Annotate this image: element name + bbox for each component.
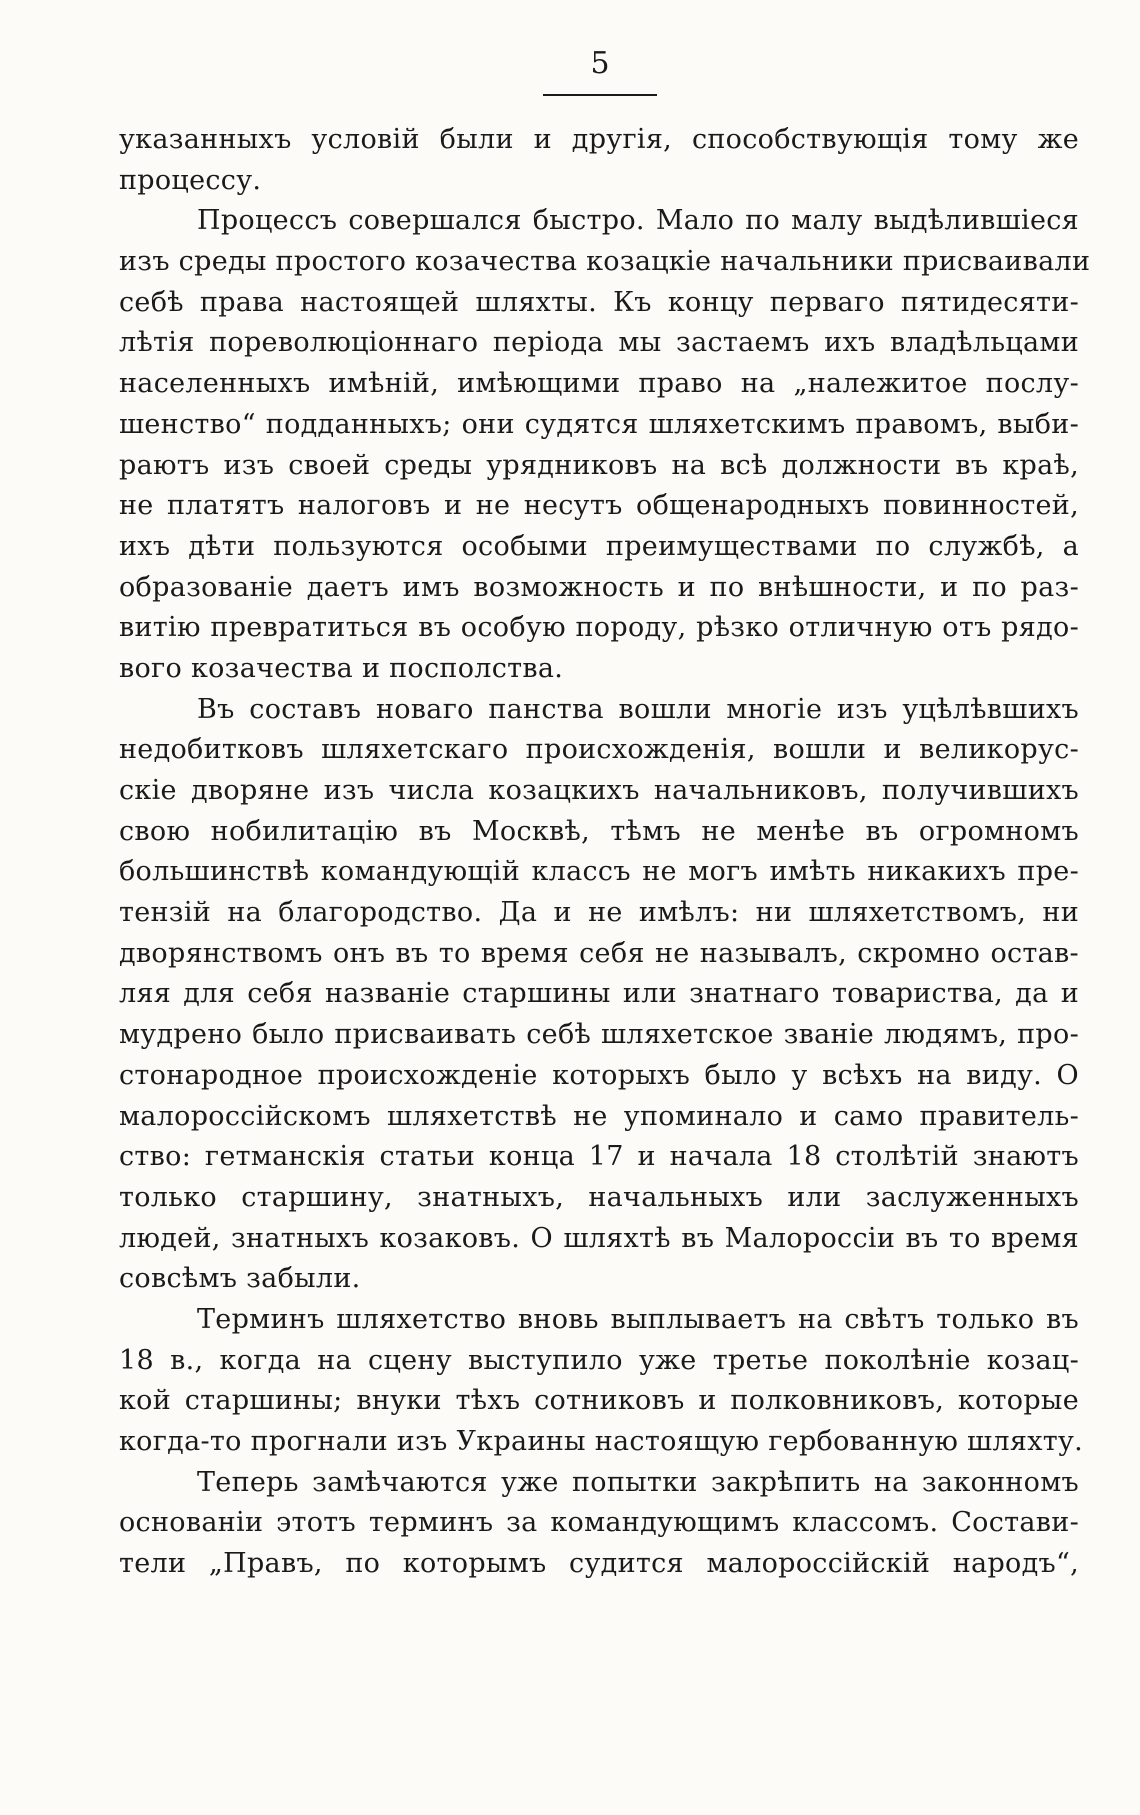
text-line: стонародное происхожденіе которыхъ было у всѣхъ на виду. О bbox=[119, 1059, 1079, 1091]
text-line: людей, знатныхъ козаковъ. О шляхтѣ въ Малороссіи въ то время bbox=[119, 1222, 1079, 1254]
text-line: кой старшины; внуки тѣхъ сотниковъ и полковниковъ, которые bbox=[119, 1385, 1079, 1417]
text-line: мудрено было присваивать себѣ шляхетское званіе людямъ, про- bbox=[119, 1019, 1079, 1051]
text-line: указанныхъ условій были и другія, способствующія тому же bbox=[119, 124, 1079, 155]
text-line: большинствѣ командующій классъ не могъ имѣть никакихъ пре- bbox=[119, 856, 1079, 888]
text-line: 18 в., когда на сцену выступило уже третье поколѣніе козац- bbox=[119, 1344, 1079, 1376]
text-line: процессу. bbox=[119, 164, 262, 196]
text-line: лѣтія пореволюціоннаго періода мы застаемъ ихъ владѣльцами bbox=[119, 327, 1079, 359]
text-line: шенство“ подданныхъ; они судятся шляхетскимъ правомъ, выби- bbox=[119, 408, 1079, 440]
paragraph-first-line: Процессъ совершался быстро. Мало по малу выдѣлившіеся bbox=[197, 205, 1079, 237]
text-line: раютъ изъ своей среды урядниковъ на всѣ должности въ краѣ, bbox=[119, 449, 1079, 481]
text-line: ство: гетманскія статьи конца 17 и начала 18 столѣтій знаютъ bbox=[119, 1141, 1079, 1173]
text-line: тели „Правъ, по которымъ судится малороссійскій народъ“, bbox=[119, 1548, 1079, 1580]
text-line: малороссійскомъ шляхетствѣ не упоминало и само правитель- bbox=[119, 1100, 1079, 1132]
body-text bbox=[119, 120, 1091, 1585]
page-number: 5 bbox=[590, 46, 610, 81]
paragraph-first-line: Терминъ шляхетство вновь выплываетъ на свѣтъ только въ bbox=[197, 1303, 1079, 1335]
page-number-rule bbox=[543, 94, 657, 96]
text-line: только старшину, знатныхъ, начальныхъ или заслуженныхъ bbox=[119, 1181, 1079, 1213]
text-line: изъ среды простого козачества козацкіе начальники присваивали bbox=[119, 246, 1091, 278]
text-line: населенныхъ имѣній, имѣющими право на „належитое послу- bbox=[119, 368, 1079, 400]
text-line: тензій на благородство. Да и не имѣлъ: ни шляхетствомъ, ни bbox=[119, 897, 1079, 929]
text-line: образованіе даетъ имъ возможность и по внѣшности, и по раз- bbox=[119, 571, 1079, 603]
paragraph-first-line: Въ составъ новаго панства вошли многіе изъ уцѣлѣвшихъ bbox=[197, 693, 1079, 725]
text-line: скіе дворяне изъ числа козацкихъ начальниковъ, получившихъ bbox=[119, 775, 1079, 806]
text-line: ляя для себя названіе старшины или знатнаго товариства, да и bbox=[119, 978, 1079, 1010]
text-line: себѣ права настоящей шляхты. Къ концу перваго пятидесяти- bbox=[119, 286, 1079, 318]
text-line: витію превратиться въ особую породу, рѣзко отличную отъ рядо- bbox=[119, 612, 1079, 644]
text-line: основаніи этотъ терминъ за командующимъ классомъ. Состави- bbox=[119, 1507, 1079, 1539]
text-line: не платятъ налоговъ и не несутъ общенародныхъ повинностей, bbox=[119, 490, 1079, 522]
text-line: недобитковъ шляхетскаго происхожденія, вошли и великорус- bbox=[119, 734, 1079, 766]
text-line: ихъ дѣти пользуются особыми преимуществами по службѣ, а bbox=[119, 530, 1079, 562]
text-line: дворянствомъ онъ въ то время себя не называлъ, скромно остав- bbox=[119, 937, 1079, 969]
text-line: совсѣмъ забыли. bbox=[119, 1263, 361, 1295]
text-line: свою нобилитацію въ Москвѣ, тѣмъ не менѣе въ огромномъ bbox=[119, 815, 1079, 847]
text-line: когда-то прогнали изъ Украины настоящую гербованную шляхту. bbox=[119, 1426, 1084, 1457]
paragraph-first-line: Теперь замѣчаются уже попытки закрѣпить на законномъ bbox=[197, 1466, 1079, 1498]
text-line: вого козачества и посполства. bbox=[119, 652, 564, 684]
